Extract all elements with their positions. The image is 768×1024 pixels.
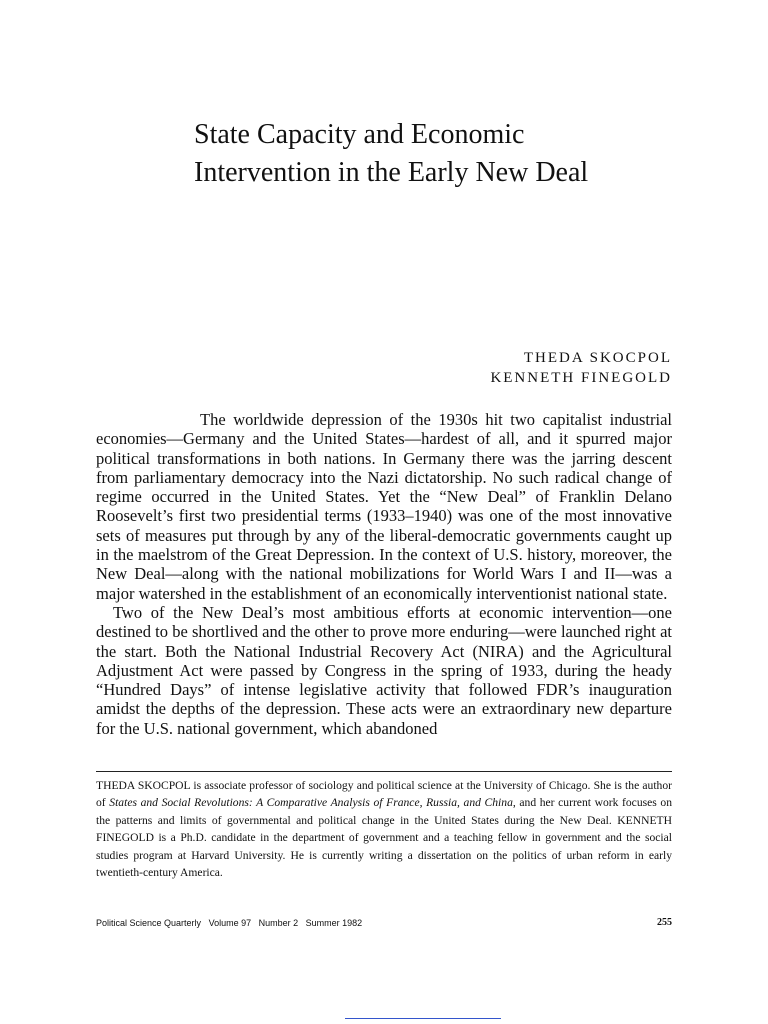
article-title [194,116,714,192]
body-paragraph: The worldwide depression of the 1930s hit two capitalist industrial economies—Germany and the United States—hardest of all, and it spurred major political transformations in both nations. In Germany there was the jarring descent from parliamentary democracy into the Nazi dictatorship. No such radical change of regime occurred in the United States. Yet the “New Deal” of Franklin Delano Roosevelt’s first two presidential terms (1933–1940) was one of the most innovative sets of measures put through by any of the liberal-democratic governments caught up in the maelstrom of the Great Depression. In the context of U.S. history, moreover, the New Deal—along with the national mobilizations for World Wars I and II—was a major watershed in the establishment of an economically interventionist national state. [96,410,672,603]
author-name: KENNETH FINEGOLD [490,370,672,386]
page-number: 255 [657,917,672,928]
author-block [490,348,672,388]
journal-season: Summer 1982 [305,918,363,928]
footnote-text: , and her current work focuses on the patterns and limits of governmental and political change in the United States during the New Deal. KENNETH FINEGOLD is a Ph.D. candidate in the department of government and a teaching fellow in government and the social studies program at Harvard University. He is currently writing a dissertation on the politics of urban reform in early twentieth-century America. [96,796,672,880]
title-line-1: State Capacity and Economic [194,119,525,150]
title-line-2: Intervention in the Early New Deal [194,157,589,188]
article-body [96,410,672,738]
book-title: States and Social Revolutions: A Comparative Analysis of France, Russia, and China [109,796,513,810]
author-footnote [96,777,672,881]
journal-name: Political Science Quarterly [96,918,202,928]
journal-volume: Volume 97 [208,918,252,928]
journal-citation [96,916,672,932]
journal-number: Number 2 [258,918,299,928]
footnote-text: THEDA SKOCPOL is associate professor of sociology and political science at the University of Chicago. She is the author of [96,779,672,810]
footnote-divider [96,771,672,772]
body-paragraph: Two of the New Deal’s most ambitious efforts at economic intervention—one destined to be shortlived and the other to prove more enduring—were launched right at the start. Both the National Industrial Recovery Act (NIRA) and the Agricultural Adjustment Act were passed by Congress in the spring of 1933, during the heady “Hundred Days” of intense legislative activity that followed FDR’s inauguration amidst the depths of the depression. These acts were an extraordinary new departure for the U.S. national government, which abandoned [96,602,672,738]
link-underline[interactable] [345,1018,501,1019]
author-name: THEDA SKOCPOL [523,350,672,366]
